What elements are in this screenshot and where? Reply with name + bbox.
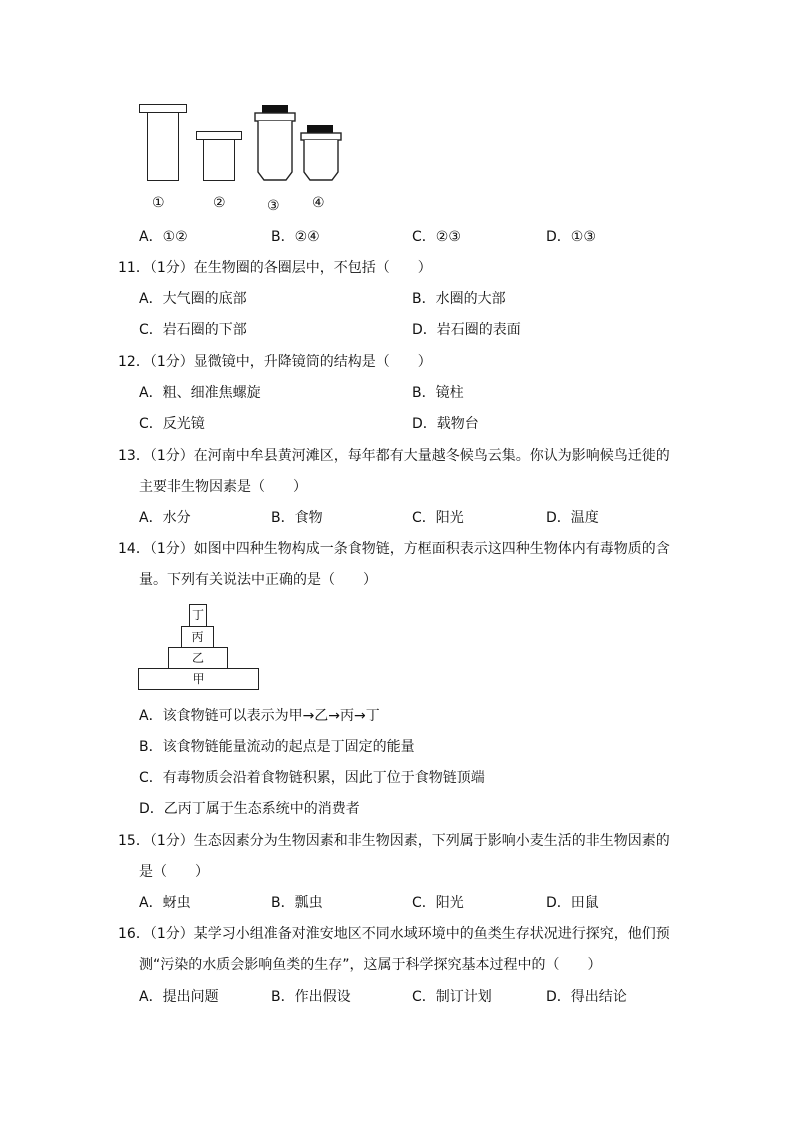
lens-label-1: ① xyxy=(152,195,165,211)
q14-stem-line2: 量。下列有关说法中正确的是（ ） xyxy=(139,572,377,588)
q12-option-c: C．反光镜 xyxy=(139,416,205,432)
pyramid-level-ding: 丁 xyxy=(189,604,207,627)
lens-label-3: ③ xyxy=(267,198,280,214)
q11-stem: 11．（1分）在生物圈的各圈层中，不包括（ ） xyxy=(118,260,432,276)
q11-option-a: A．大气圈的底部 xyxy=(139,291,247,307)
q14-option-c: C．有毒物质会沿着食物链积累，因此丁位于食物链顶端 xyxy=(139,770,485,786)
pyramid-level-bing: 丙 xyxy=(181,626,214,648)
pyramid-level-jia: 甲 xyxy=(138,668,259,690)
q16-option-c: C．制订计划 xyxy=(412,989,492,1005)
q13-option-c: C．阳光 xyxy=(412,510,464,526)
q15-option-d: D．田鼠 xyxy=(546,895,599,911)
q10-option-d: D．①③ xyxy=(546,229,596,245)
q10-option-a: A．①② xyxy=(139,229,188,245)
q13-stem-line1: 13．（1分）在河南中牟县黄河滩区，每年都有大量越冬候鸟云集。你认为影响候鸟迁徙的 xyxy=(118,448,670,464)
q16-stem-line1: 16．（1分）某学习小组准备对淮安地区不同水域环境中的鱼类生存状况进行探究，他们预 xyxy=(118,926,670,942)
q16-option-b: B．作出假设 xyxy=(271,989,351,1005)
q14-option-b: B．该食物链能量流动的起点是丁固定的能量 xyxy=(139,739,415,755)
q12-option-b: B．镜柱 xyxy=(412,385,464,401)
q11-option-d: D．岩石圈的表面 xyxy=(412,322,521,338)
q13-option-a: A．水分 xyxy=(139,510,191,526)
pyramid-level-yi: 乙 xyxy=(168,647,228,669)
q12-option-d: D．载物台 xyxy=(412,416,479,432)
lens-label-4: ④ xyxy=(312,195,325,211)
q15-stem-line2: 是（ ） xyxy=(139,864,209,880)
q10-option-c: C．②③ xyxy=(412,229,461,245)
q15-stem-line1: 15．（1分）生态因素分为生物因素和非生物因素，下列属于影响小麦生活的非生物因素的 xyxy=(118,833,670,849)
eyepiece-long-body xyxy=(147,112,179,181)
q14-option-a: A．该食物链可以表示为甲→乙→丙→丁 xyxy=(139,708,380,724)
q16-stem-line2: 测“污染的水质会影响鱼类的生存”，这属于科学探究基本过程中的（ ） xyxy=(139,957,602,973)
q15-option-c: C．阳光 xyxy=(412,895,464,911)
q11-option-c: C．岩石圈的下部 xyxy=(139,322,247,338)
eyepiece-short-body xyxy=(203,139,235,181)
q16-option-d: D．得出结论 xyxy=(546,989,627,1005)
objective-long-body xyxy=(254,112,296,182)
q12-stem: 12．（1分）显微镜中，升降镜筒的结构是（ ） xyxy=(118,354,432,370)
q14-stem-line1: 14．（1分）如图中四种生物构成一条食物链，方框面积表示这四种生物体内有毒物质的含 xyxy=(118,541,670,557)
q10-option-b: B．②④ xyxy=(271,229,320,245)
q14-option-d: D．乙丙丁属于生态系统中的消费者 xyxy=(139,801,360,817)
q12-option-a: A．粗、细准焦螺旋 xyxy=(139,385,261,401)
q13-stem-line2: 主要非生物因素是（ ） xyxy=(139,479,307,495)
objective-short-body xyxy=(300,132,342,182)
q15-option-b: B．瓢虫 xyxy=(271,895,323,911)
q15-option-a: A．蚜虫 xyxy=(139,895,191,911)
q11-option-b: B．水圈的大部 xyxy=(412,291,506,307)
q16-option-a: A．提出问题 xyxy=(139,989,219,1005)
q13-option-d: D．温度 xyxy=(546,510,599,526)
lens-label-2: ② xyxy=(213,195,226,211)
q13-option-b: B．食物 xyxy=(271,510,323,526)
